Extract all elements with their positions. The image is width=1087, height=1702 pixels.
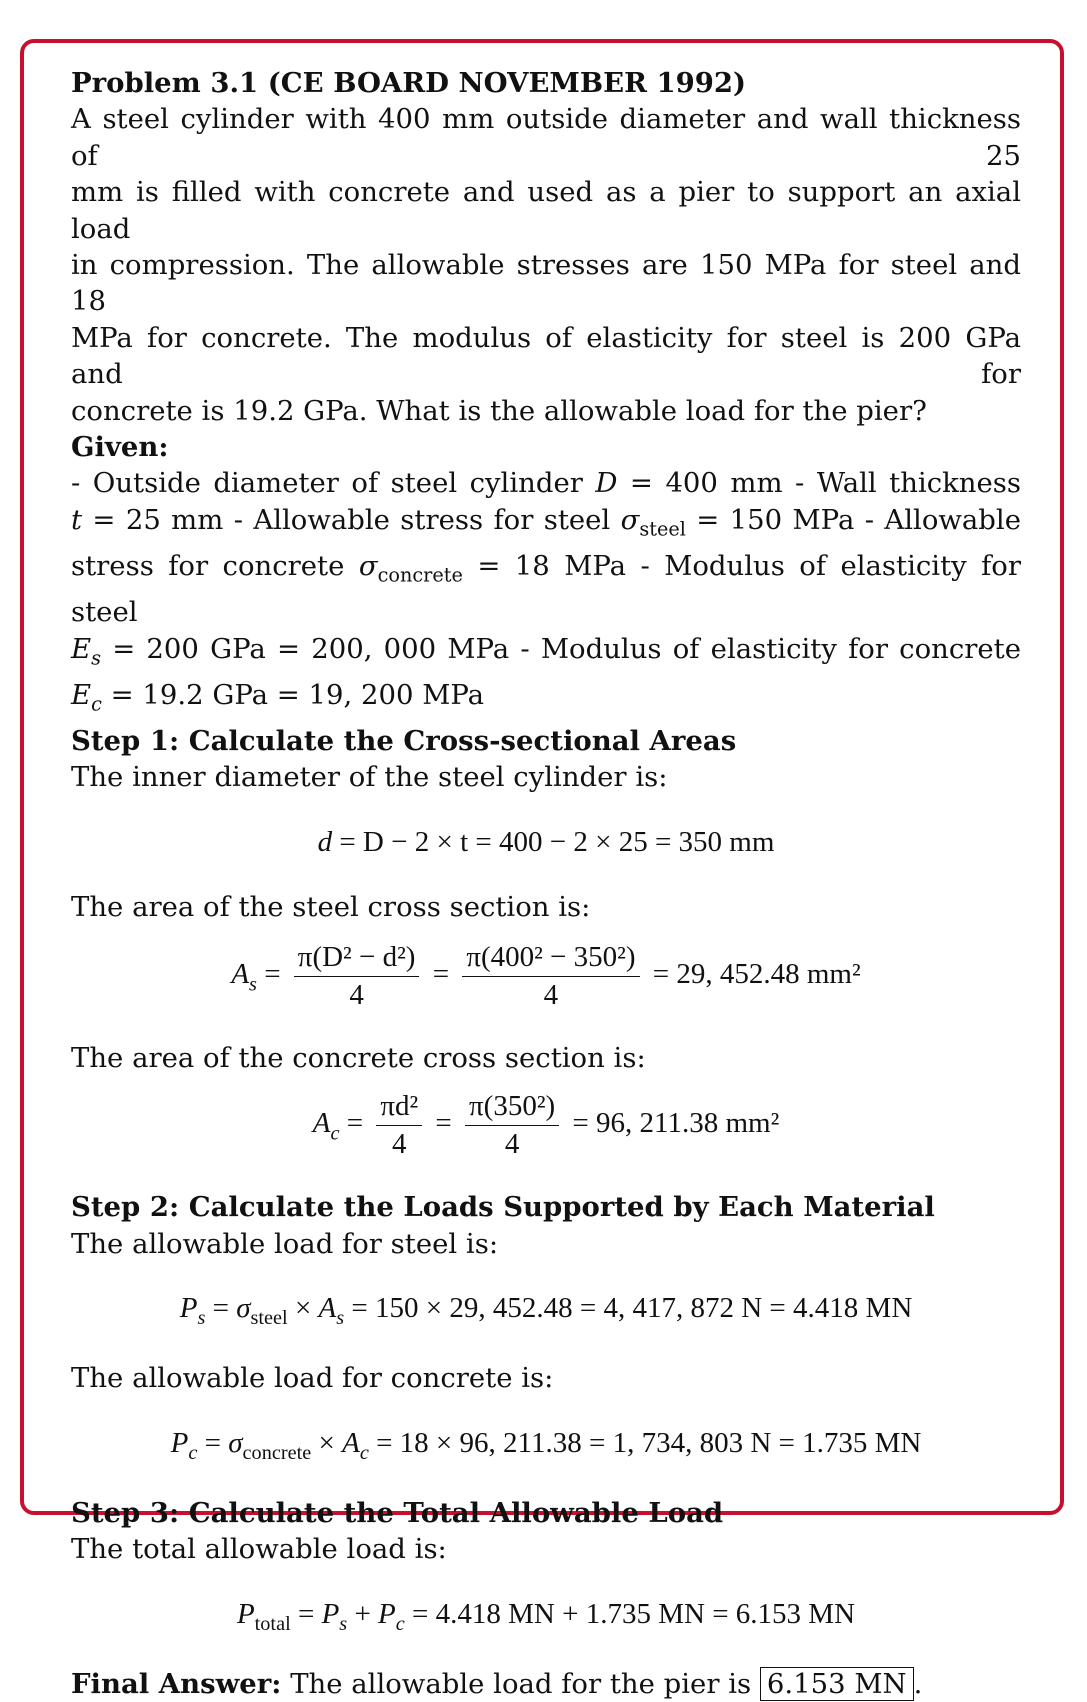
given-line xyxy=(71,502,1021,548)
steel-area-intro: The area of the steel cross section is: xyxy=(71,890,591,923)
answer-box: 6.153 MN xyxy=(760,1667,914,1701)
given-line xyxy=(71,465,1021,501)
step2-heading: Step 2: Calculate the Loads Supported by Each Material xyxy=(71,1191,935,1224)
fraction: $\frac{\text{π(350²)}}{4}$ xyxy=(465,1090,559,1161)
given-line xyxy=(71,631,1021,677)
given-text: - Allowable xyxy=(864,503,1021,536)
equation-steel-area: $A_s$ = $\frac{\text{π(D² − d²)}}{4}$ = $\frac{\text{π(400² − 350²)}}{4}$ = 29, 452.48 mm² xyxy=(231,941,861,1012)
statement-line: in compression. The allowable stresses are 150 MPa for steel and 18 xyxy=(71,249,1021,318)
problem-card xyxy=(20,39,1064,1700)
given-value: = 150 MPa xyxy=(696,503,855,536)
symbol-Ec: $E_c$ xyxy=(71,678,102,716)
given-text: - Modulus of elasticity for concrete xyxy=(520,632,1021,665)
concrete-area-intro: The area of the concrete cross section is: xyxy=(71,1042,646,1075)
given-text: stress for concrete xyxy=(71,550,345,583)
given-line xyxy=(71,548,1021,631)
statement-line: concrete is 19.2 GPa. What is the allowable load for the pier? xyxy=(71,394,927,427)
given-text: - Outside diameter of steel cylinder xyxy=(71,467,583,500)
equation-steel-load: $P_s = \sigma_{steel} \times A_s = 150 \times 29$, 452.48 = 4, 417, 872 N = 4.418 MN xyxy=(179,1292,913,1330)
symbol-Es: $E_s$ xyxy=(71,632,101,670)
symbol-t: t xyxy=(71,503,83,536)
equation-concrete-area: $A_c$ = $\frac{\text{πd²}}{4}$ = $\frac{\text{π(350²)}}{4}$ = 96, 211.38 mm² xyxy=(312,1090,780,1161)
final-answer: Final Answer: The allowable load for the pier is 6.153 MN . xyxy=(71,1667,923,1700)
equation-total-load: $P_{total} = P_s + P_c = 4.418$ MN + 1.735 MN = 6.153 MN xyxy=(236,1597,856,1635)
statement-line: MPa for concrete. The modulus of elasticity for steel is 200 GPa and for xyxy=(71,321,1021,391)
given-text: - Wall thickness xyxy=(795,467,1021,500)
equation-concrete-load: $P_c = \sigma_{concrete} \times A_c = 18 \times 96$, 211.38 = 1, 734, 803 N = 1.735 MN xyxy=(170,1426,922,1464)
fraction: $\frac{\text{πd²}}{4}$ xyxy=(376,1090,422,1161)
statement-line: A steel cylinder with 400 mm outside diameter and wall thickness of 25 xyxy=(71,103,1021,172)
step1-intro: The inner diameter of the steel cylinder is: xyxy=(71,761,668,794)
statement-line: mm is filled with concrete and used as a pier to support an axial load xyxy=(71,176,1021,245)
concrete-load-intro: The allowable load for concrete is: xyxy=(71,1362,554,1395)
final-label: Final Answer: xyxy=(71,1667,282,1700)
steel-load-intro: The allowable load for steel is: xyxy=(71,1227,499,1260)
total-load-intro: The total allowable load is: xyxy=(71,1533,447,1566)
given-value: = 25 mm xyxy=(92,503,224,536)
symbol-sigma-concrete: $\sigma_{concrete}$ xyxy=(358,550,463,587)
step1-heading: Step 1: Calculate the Cross-sectional Areas xyxy=(71,724,737,757)
equation-inner-diameter: d = D − 2 × t = 400 − 2 × 25 = 350 mm xyxy=(317,825,775,858)
given-value: = 400 mm xyxy=(629,467,783,500)
fraction: $\frac{\text{π(D² − d²)}}{4}$ xyxy=(294,941,420,1012)
symbol-D: D xyxy=(595,467,618,500)
symbol-sigma-steel: $\sigma_{steel}$ xyxy=(620,503,686,541)
step3-heading: Step 3: Calculate the Total Allowable Load xyxy=(71,1496,724,1529)
given-text: - Modulus of elasticity for steel xyxy=(71,550,1021,629)
given-value: = 19.2 GPa = 19, 200 MPa xyxy=(110,678,485,711)
given-value: = 200 GPa = 200, 000 MPa xyxy=(112,632,510,665)
final-text: The allowable load for the pier is xyxy=(290,1667,752,1700)
problem-heading: Problem 3.1 (CE BOARD NOVEMBER 1992) xyxy=(71,67,747,99)
fraction: $\frac{\text{π(400² − 350²)}}{4}$ xyxy=(462,941,639,1012)
given-line xyxy=(71,677,1021,723)
problem-content xyxy=(71,65,1021,1702)
given-value: = 18 MPa xyxy=(477,550,627,583)
given-text: - Allowable stress for steel xyxy=(233,503,611,536)
given-heading: Given: xyxy=(71,431,169,464)
